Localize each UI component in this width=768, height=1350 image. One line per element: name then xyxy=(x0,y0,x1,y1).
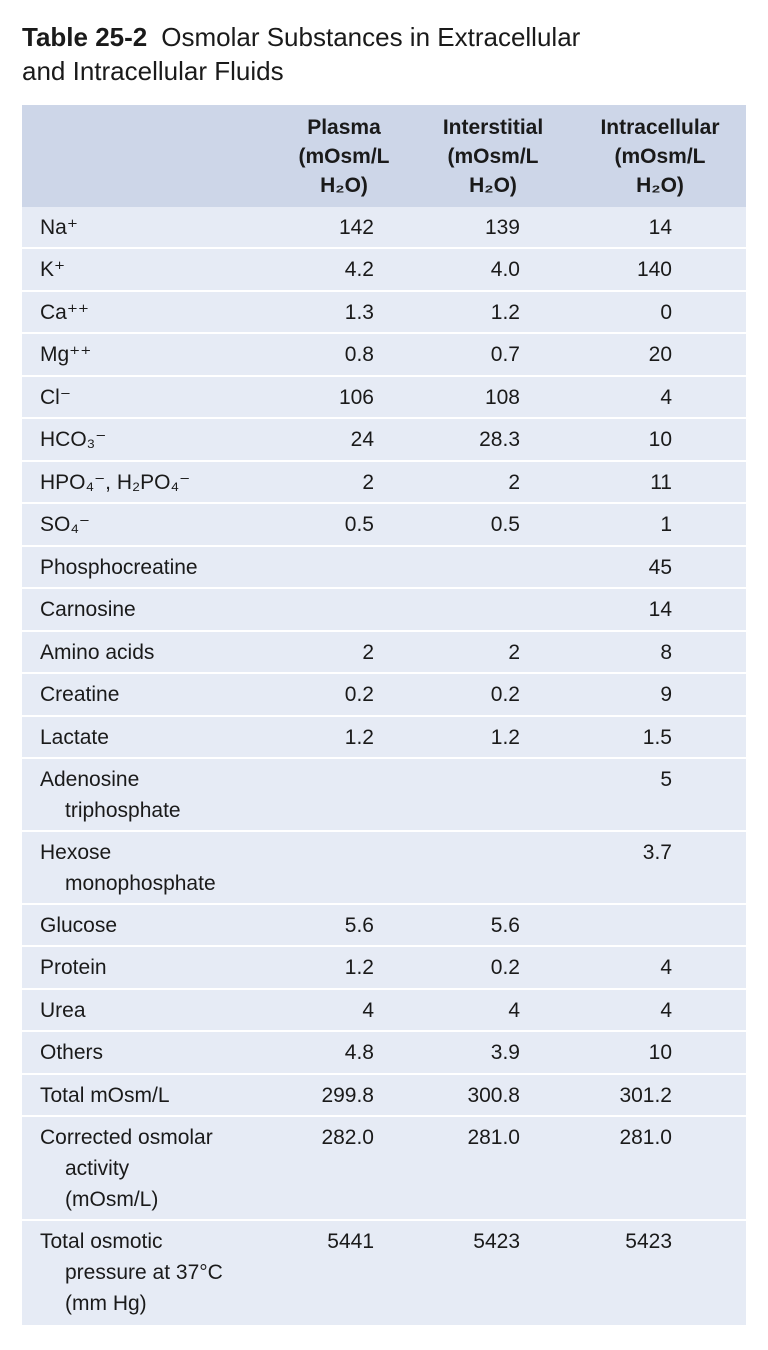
cell-interstitial: 4 xyxy=(508,999,520,1022)
title-line-1 xyxy=(22,20,752,54)
cell-intracellular: 11 xyxy=(650,471,672,494)
table-row xyxy=(22,832,746,905)
row-label-line: (mOsm/L) xyxy=(65,1188,159,1211)
cell-interstitial: 0.2 xyxy=(490,956,520,979)
row-label-line: Protein xyxy=(40,956,107,979)
header-interstitial-line: (mOsm/L xyxy=(447,145,539,168)
table-header xyxy=(22,105,746,207)
cell-interstitial: 108 xyxy=(484,386,520,409)
cell-interstitial: 300.8 xyxy=(467,1084,520,1107)
cell-plasma: 5.6 xyxy=(344,914,374,937)
row-label xyxy=(40,297,280,328)
row-label-line: Lactate xyxy=(40,726,109,749)
cell-interstitial: 139 xyxy=(484,216,520,239)
cell-interstitial: 1.2 xyxy=(490,301,520,324)
cell-interstitial: 1.2 xyxy=(490,726,520,749)
header-intracellular-line: H₂O) xyxy=(636,174,684,197)
row-label-line: Mg⁺⁺ xyxy=(40,343,92,366)
table-row xyxy=(22,334,746,377)
row-label xyxy=(40,339,280,370)
table-row xyxy=(22,905,746,947)
cell-intracellular: 5 xyxy=(660,768,672,791)
cell-interstitial: 0.2 xyxy=(490,683,520,706)
cell-intracellular: 45 xyxy=(648,556,672,579)
row-label xyxy=(40,594,280,625)
row-label-line: Cl⁻ xyxy=(40,386,71,409)
cell-intracellular: 1.5 xyxy=(642,726,672,749)
header-interstitial xyxy=(420,113,566,200)
table-row xyxy=(22,1117,746,1221)
row-label-line: Glucose xyxy=(40,914,118,937)
table-row xyxy=(22,1075,746,1117)
header-interstitial-line: H₂O) xyxy=(469,174,517,197)
cell-intracellular: 4 xyxy=(660,386,672,409)
cell-intracellular: 301.2 xyxy=(619,1084,672,1107)
cell-intracellular: 4 xyxy=(660,956,672,979)
cell-plasma: 0.2 xyxy=(344,683,374,706)
row-label xyxy=(40,837,280,899)
cell-intracellular: 14 xyxy=(648,598,672,621)
cell-interstitial: 281.0 xyxy=(467,1126,520,1149)
cell-interstitial: 5423 xyxy=(473,1230,520,1253)
table-row xyxy=(22,632,746,674)
row-label xyxy=(40,1037,280,1068)
row-label xyxy=(40,722,280,753)
row-label-line: Total osmotic xyxy=(40,1230,163,1253)
cell-intracellular: 281.0 xyxy=(619,1126,672,1149)
row-label-line: Corrected osmolar xyxy=(40,1126,213,1149)
cell-plasma: 2 xyxy=(362,641,374,664)
cell-plasma: 24 xyxy=(350,428,374,451)
row-label xyxy=(40,679,280,710)
table-row xyxy=(22,419,746,462)
table-number: Table 25-2 xyxy=(22,22,148,52)
row-label-line: Urea xyxy=(40,999,86,1022)
table-row xyxy=(22,249,746,292)
row-label xyxy=(40,1080,280,1111)
table-row xyxy=(22,717,746,759)
row-label-line: monophosphate xyxy=(65,872,216,895)
row-label-line: Others xyxy=(40,1041,104,1064)
title-text-1: Osmolar Substances in Extracellular xyxy=(161,22,581,52)
table-row xyxy=(22,947,746,990)
row-label-line: Na⁺ xyxy=(40,216,78,239)
table-row xyxy=(22,377,746,419)
cell-plasma: 106 xyxy=(338,386,374,409)
table-row xyxy=(22,674,746,717)
cell-intracellular: 10 xyxy=(648,1041,672,1064)
row-label-line: Adenosine xyxy=(40,768,140,791)
row-label-line: Hexose xyxy=(40,841,112,864)
row-label-line: Carnosine xyxy=(40,598,136,621)
row-label xyxy=(40,637,280,668)
row-label xyxy=(40,382,280,413)
table-row xyxy=(22,759,746,832)
table-row xyxy=(22,1221,746,1327)
header-intracellular xyxy=(574,113,746,200)
table-row xyxy=(22,462,746,504)
row-label xyxy=(40,212,280,243)
row-label-line: Phosphocreatine xyxy=(40,556,198,579)
header-interstitial-line: Interstitial xyxy=(442,116,544,139)
table-row xyxy=(22,990,746,1032)
cell-plasma: 0.8 xyxy=(344,343,374,366)
row-label xyxy=(40,1122,280,1215)
table-row xyxy=(22,589,746,632)
header-plasma-line: H₂O) xyxy=(320,174,368,197)
cell-intracellular: 3.7 xyxy=(642,841,672,864)
cell-plasma: 282.0 xyxy=(321,1126,374,1149)
cell-interstitial: 2 xyxy=(508,471,520,494)
row-label xyxy=(40,1226,280,1319)
cell-interstitial: 4.0 xyxy=(490,258,520,281)
row-label xyxy=(40,910,280,941)
row-label-line: Creatine xyxy=(40,683,120,706)
cell-plasma: 5441 xyxy=(327,1230,374,1253)
cell-plasma: 1.2 xyxy=(344,726,374,749)
cell-interstitial: 0.5 xyxy=(490,513,520,536)
table-title xyxy=(22,20,752,88)
osmolar-table xyxy=(22,105,746,1327)
row-label xyxy=(40,764,280,826)
cell-interstitial: 5.6 xyxy=(490,914,520,937)
cell-intracellular: 14 xyxy=(648,216,672,239)
row-label-line: activity xyxy=(65,1157,130,1180)
cell-interstitial: 2 xyxy=(508,641,520,664)
cell-intracellular: 8 xyxy=(660,641,672,664)
table-row xyxy=(22,1032,746,1075)
cell-intracellular: 10 xyxy=(648,428,672,451)
cell-intracellular: 140 xyxy=(636,258,672,281)
row-label xyxy=(40,952,280,983)
row-label-line: HCO₃⁻ xyxy=(40,428,107,451)
cell-plasma: 142 xyxy=(338,216,374,239)
row-label xyxy=(40,509,280,540)
row-label xyxy=(40,424,280,455)
cell-plasma: 4 xyxy=(362,999,374,1022)
row-label-line: (mm Hg) xyxy=(65,1292,147,1315)
table-row xyxy=(22,292,746,334)
header-plasma xyxy=(276,113,412,200)
row-label-line: Ca⁺⁺ xyxy=(40,301,90,324)
row-label-line: Total mOsm/L xyxy=(40,1084,170,1107)
cell-plasma: 0.5 xyxy=(344,513,374,536)
row-label-line: pressure at 37°C xyxy=(65,1261,223,1284)
cell-intracellular: 20 xyxy=(648,343,672,366)
row-label-line: HPO₄⁻, H₂PO₄⁻ xyxy=(40,471,191,494)
row-label-line: triphosphate xyxy=(65,799,181,822)
row-label-line: Amino acids xyxy=(40,641,155,664)
row-label xyxy=(40,467,280,498)
cell-intracellular: 9 xyxy=(660,683,672,706)
cell-plasma: 1.3 xyxy=(344,301,374,324)
header-plasma-line: Plasma xyxy=(307,116,381,139)
cell-interstitial: 28.3 xyxy=(479,428,520,451)
header-plasma-line: (mOsm/L xyxy=(298,145,390,168)
table-row xyxy=(22,504,746,547)
header-intracellular-line: (mOsm/L xyxy=(614,145,706,168)
cell-intracellular: 5423 xyxy=(625,1230,672,1253)
row-label xyxy=(40,552,280,583)
table-row xyxy=(22,547,746,589)
title-line-2: and Intracellular Fluids xyxy=(22,56,284,86)
cell-plasma: 2 xyxy=(362,471,374,494)
cell-plasma: 1.2 xyxy=(344,956,374,979)
cell-interstitial: 3.9 xyxy=(490,1041,520,1064)
cell-plasma: 4.2 xyxy=(344,258,374,281)
cell-plasma: 4.8 xyxy=(344,1041,374,1064)
cell-intracellular: 4 xyxy=(660,999,672,1022)
row-label xyxy=(40,254,280,285)
header-intracellular-line: Intracellular xyxy=(600,116,720,139)
table-row xyxy=(22,207,746,249)
cell-intracellular: 0 xyxy=(660,301,672,324)
row-label-line: K⁺ xyxy=(40,258,66,281)
row-label-line: SO₄⁻ xyxy=(40,513,90,536)
row-label xyxy=(40,995,280,1026)
cell-plasma: 299.8 xyxy=(321,1084,374,1107)
cell-intracellular: 1 xyxy=(660,513,672,536)
cell-interstitial: 0.7 xyxy=(490,343,520,366)
